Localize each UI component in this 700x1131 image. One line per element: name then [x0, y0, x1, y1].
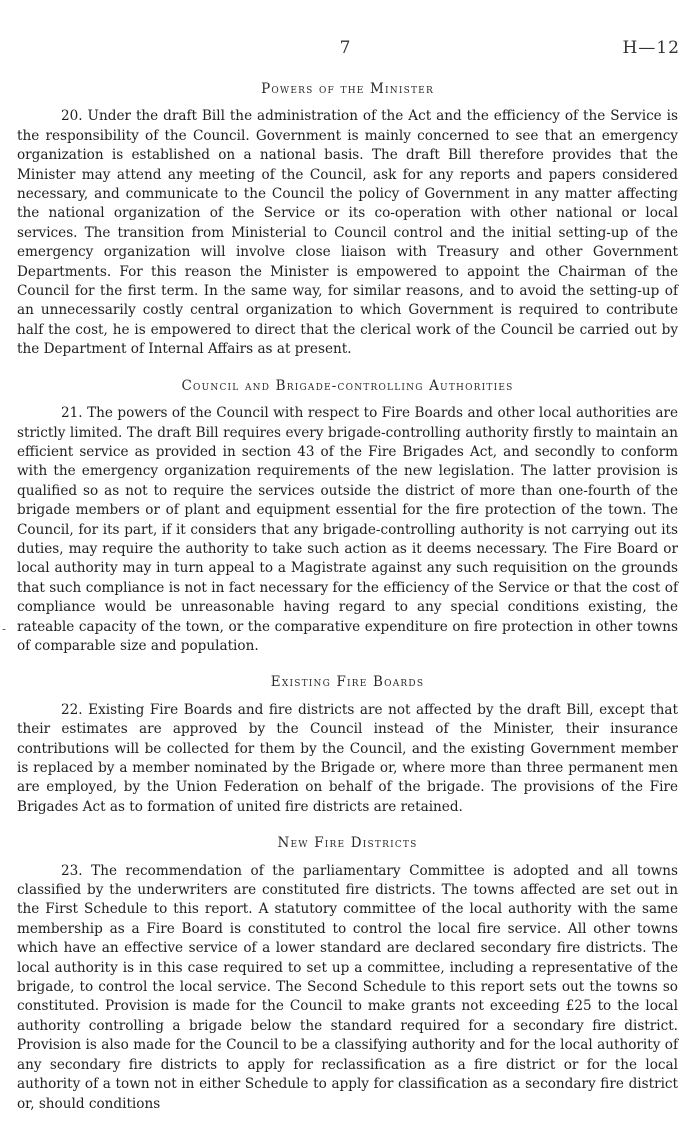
- section-heading: Council and Brigade-controlling Authorities: [181, 377, 514, 394]
- section-paragraph: 22. Existing Fire Boards and fire districts are not affected by the draft Bill, except that their estimates are approved by the Council instead of the Minister, their insurance contributions will be collected for them by the Council, and the existing Government member is replaced by a member nominated by the Brigade or, where more than three permanent men are employed, by the Union Federation on behalf of the brigade. The provisions of the Fire Brigades Act as to formation of united fire districts are retained.: [17, 701, 678, 815]
- margin-mark: -: [2, 622, 7, 636]
- section-powers-of-the-minister: [17, 80, 678, 360]
- section-paragraph: 23. The recommendation of the parliamentary Committee is adopted and all towns classified by the underwriters are constituted fire districts. The towns affected are set out in the First Schedule to this report. A statutory committee of the local authority with the same membership as a Fire Board is constituted to control the local fire service. All other towns which have an effective service of a lower standard are declared secondary fire districts. The local authority is in this case required to set up a committee, including a representative of the brigade, to control the local service. The Second Schedule to this report sets out the towns so constituted. Provision is made for the Council to make grants not exceeding £25 to the local authority controlling a brigade below the standard required for a secondary fire district. Provision is also made for the Council to be a classifying authority and for the local authority of any secondary fire districts to apply for reclassification as a fire district or for the local authority of a town not in either Schedule to apply for classification as a secondary fire district or, should conditions: [17, 862, 678, 1112]
- page-number: 7: [339, 38, 351, 58]
- section-paragraph: 21. The powers of the Council with respect to Fire Boards and other local authorities are strictly limited. The draft Bill requires every brigade-controlling authority firstly to maintain an efficient service as provided in section 43 of the Fire Brigades Act, and secondly to conform with the emergency organization requirements of the new legislation. The latter provision is qualified so as not to require the services outside the district of more than one-fourth of the brigade members or of plant and equipment essential for the fire protection of the town. The Council, for its part, if it considers that any brigade-controlling authority is not carrying out its duties, may require the authority to take such action as it deems necessary. The Fire Board or local authority may in turn appeal to a Magistrate against any such requisition on the grounds that such compliance is not in fact necessary for the efficiency of the Service or that the cost of compliance would be unreasonable having regard to any special conditions existing, the rateable capacity of the town, or the comparative expenditure on fire protection in other towns of comparable size and population.: [17, 405, 678, 654]
- section-heading: New Fire Districts: [277, 835, 418, 852]
- section-paragraph: 20. Under the draft Bill the administration of the Act and the efficiency of the Service is the responsibility of the Council. Government is mainly concerned to see that an emergency organization is established on a national basis. The draft Bill therefore provides that the Minister may attend any meeting of the Council, ask for any reports and papers considered necessary, and communicate to the Council the policy of Government in any matter affecting the national organization of the Service or its co-operation with other national or local services. The transition from Ministerial to Council control and the initial setting-up of the emergency organization will involve close liaison with Treasury and other Government Departments. For this reason the Minister is empowered to appoint the Chairman of the Council for the first term. In the same way, for similar reasons, and to avoid the setting-up of an unnecessarily costly central organization to which Government is required to contribute half the cost, he is empowered to direct that the clerical work of the Council be carried out by the Department of Internal Affairs as at present.: [17, 108, 678, 358]
- section-new-fire-districts: [17, 834, 678, 1114]
- section-council-and-brigade-controlling-authorities: [17, 377, 678, 657]
- document-reference: H—12: [622, 38, 680, 58]
- section-heading: Existing Fire Boards: [270, 674, 425, 691]
- document-body: [17, 80, 678, 1131]
- section-existing-fire-boards: [17, 673, 678, 817]
- section-heading: Powers of the Minister: [261, 81, 434, 97]
